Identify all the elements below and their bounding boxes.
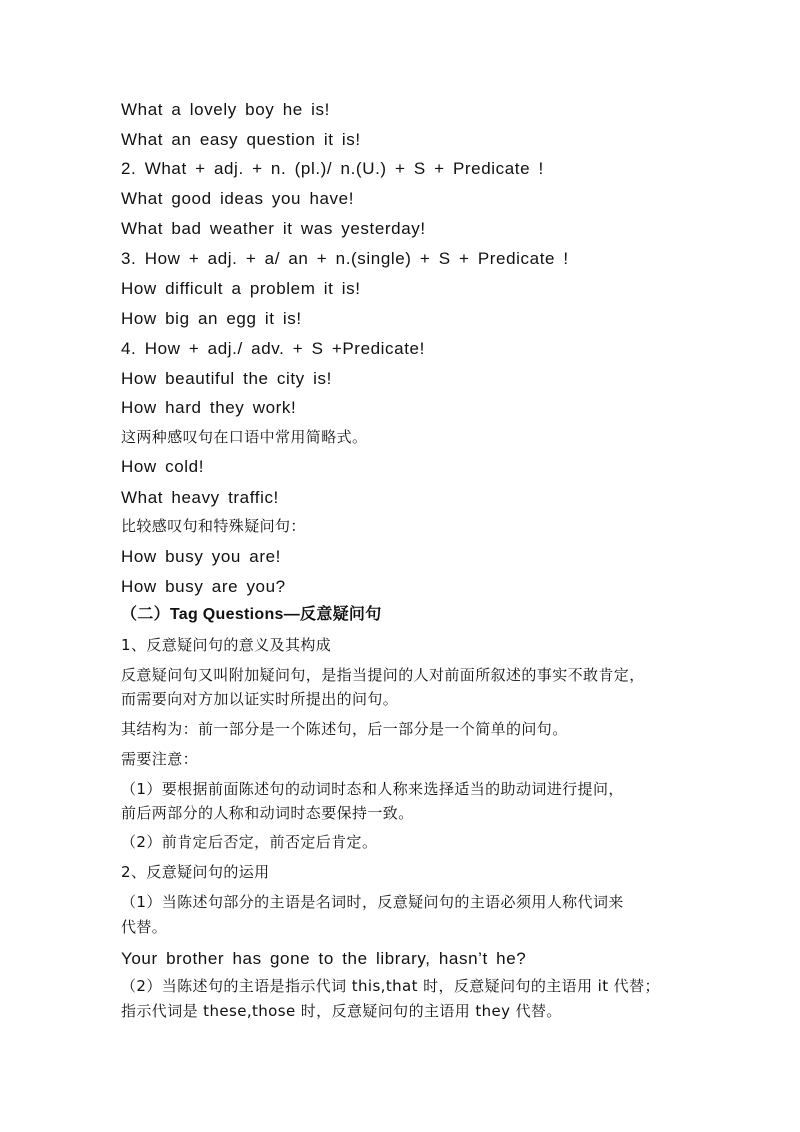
subsection-heading: 2、反意疑问句的运用 xyxy=(121,863,270,881)
paragraph-line: 反意疑问句又叫附加疑问句，是指当提问的人对前面所叙述的事实不敢肯定， xyxy=(121,666,645,684)
paragraph-line: 其结构为：前一部分是一个陈述句，后一部分是一个简单的问句。 xyxy=(121,720,568,738)
grammar-pattern: 3. How + adj. + a/ an + n.(single) + S + Predicate ! xyxy=(121,249,569,268)
example-sentence: What bad weather it was yesterday! xyxy=(121,219,426,238)
example-sentence: How busy are you? xyxy=(121,577,286,596)
example-sentence: What heavy traffic! xyxy=(121,488,279,507)
example-sentence: How busy you are! xyxy=(121,547,281,566)
example-sentence: How difficult a problem it is! xyxy=(121,279,361,298)
grammar-pattern: 4. How + adj./ adv. + S +Predicate! xyxy=(121,339,425,358)
paragraph-line: 而需要向对方加以证实时所提出的问句。 xyxy=(121,690,399,708)
paragraph-line: （1）当陈述句部分的主语是名词时，反意疑问句的主语必须用人称代词来 xyxy=(121,893,624,911)
section-heading: （二）Tag Questions—反意疑问句 xyxy=(121,606,382,623)
example-sentence: What good ideas you have! xyxy=(121,189,355,208)
paragraph-line: 代替。 xyxy=(121,918,168,936)
example-sentence: How hard they work! xyxy=(121,398,297,417)
example-sentence: What an easy question it is! xyxy=(121,130,361,149)
note-text: 比较感叹句和特殊疑问句： xyxy=(121,517,306,535)
example-sentence: How cold! xyxy=(121,457,205,476)
example-sentence: How big an egg it is! xyxy=(121,309,302,328)
paragraph-line: （2）当陈述句的主语是指示代词 this,that 时，反意疑问句的主语用 it 代替； xyxy=(121,977,660,995)
grammar-pattern: 2. What + adj. + n. (pl.)/ n.(U.) + S + Predicate ! xyxy=(121,159,544,178)
subsection-heading: 1、反意疑问句的意义及其构成 xyxy=(121,636,332,654)
paragraph-line: （2）前肯定后否定，前否定后肯定。 xyxy=(121,833,378,851)
paragraph-line: 需要注意： xyxy=(121,750,199,768)
example-sentence: What a lovely boy he is! xyxy=(121,100,330,119)
paragraph-line: 指示代词是 these,those 时，反意疑问句的主语用 they 代替。 xyxy=(121,1002,562,1020)
example-sentence: How beautiful the city is! xyxy=(121,369,332,388)
paragraph-line: （1）要根据前面陈述句的动词时态和人称来选择适当的助动词进行提问， xyxy=(121,780,624,798)
paragraph-line: 前后两部分的人称和动词时态要保持一致。 xyxy=(121,804,414,822)
note-text: 这两种感叹句在口语中常用简略式。 xyxy=(121,428,368,446)
example-sentence: Your brother has gone to the library, hasn’t he? xyxy=(121,949,527,968)
